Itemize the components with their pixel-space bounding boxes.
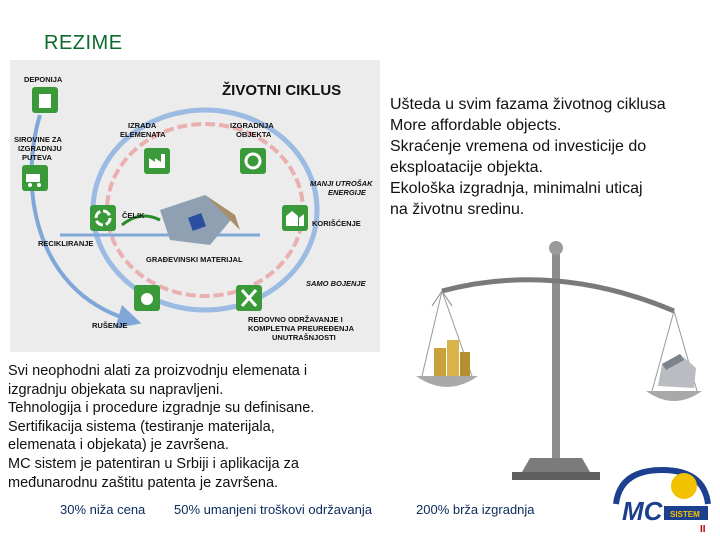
- label-rusenje: RUŠENJE: [92, 321, 128, 330]
- recycle-icon: [90, 205, 116, 231]
- status-line: Sertifikacija sistema (testiranje materijala,: [8, 418, 275, 435]
- label-samo-bojenje: SAMO BOJENJE: [306, 279, 366, 288]
- status-text: [8, 362, 388, 492]
- label-gradjevinski: GRAĐEVINSKI MATERIJAL: [146, 255, 243, 264]
- label-manji-utrosak: MANJI UTROŠAK ENERGIJE: [310, 179, 373, 197]
- benefits-text: [390, 94, 710, 220]
- label-koriscenje: KORIŠĆENJE: [312, 219, 361, 228]
- factory-icon: [144, 148, 170, 174]
- status-line: Tehnologija i procedure izgradnje su definisane.: [8, 400, 315, 417]
- life-cycle-diagram: [10, 60, 380, 352]
- label-celik: ČELIK: [122, 211, 145, 220]
- status-line: Svi neophodni alati za proizvodnju elemenata i: [8, 363, 308, 379]
- svg-text:SISTEM: SISTEM: [670, 510, 700, 519]
- house-model: [658, 354, 696, 388]
- coins-stack: [434, 340, 470, 376]
- benefit-line: Ekološka izgradnja, minimalni uticaj: [390, 180, 643, 197]
- svg-text:MC: MC: [622, 496, 663, 526]
- status-line: elemenata i objekata) je završena.: [8, 437, 229, 454]
- page-marker: II: [700, 524, 706, 535]
- label-odrzavanje: REDOVNO ODRŽAVANJE I KOMPLETNA PREUREĐENJA UNUTRAŠNJOSTI: [248, 315, 354, 342]
- benefit-line: More affordable objects.: [390, 117, 562, 134]
- cycle-heading: ŽIVOTNI CIKLUS: [222, 82, 342, 99]
- benefit-line: Skraćenje vremena od investicije do: [390, 138, 647, 155]
- tools-icon: [236, 285, 262, 311]
- gear-icon: [240, 148, 266, 174]
- label-sirovine: SIROVINE ZA IZGRADNJU PUTEVA: [14, 135, 62, 162]
- status-line: MC sistem je patentiran u Srbiji i aplikacija za: [8, 455, 299, 472]
- landfill-icon: [32, 87, 58, 113]
- label-recikliranje: RECIKLIRANJE: [38, 239, 94, 248]
- status-line: međunarodnu zaštitu patenta je završena.: [8, 474, 279, 491]
- houses-icon: [282, 205, 308, 231]
- slide-title: REZIME: [44, 32, 123, 54]
- mc-sistem-logo: [612, 464, 712, 526]
- label-deponija: DEPONIJA: [24, 75, 63, 84]
- benefit-line: Ušteda u svim fazama životnog ciklusa: [390, 96, 666, 113]
- status-line: izgradnju objekata su napravljeni.: [8, 381, 224, 398]
- benefit-line: eksploatacije objekta.: [390, 159, 543, 176]
- stat-speed: 200% brža izgradnja: [416, 502, 535, 517]
- truck-icon: [22, 165, 48, 191]
- label-izrada: IZRADA ELEMENATA: [120, 121, 166, 139]
- benefit-line: na životnu sredinu.: [390, 201, 525, 218]
- label-izgradnja: IZGRADNJA OBJEKTA: [230, 121, 274, 139]
- building-material-image: [122, 195, 240, 245]
- stat-maintenance: 50% umanjeni troškovi održavanja: [174, 502, 372, 517]
- demolition-icon: [134, 285, 160, 311]
- balance-scale-image: [412, 236, 702, 496]
- stat-price: 30% niža cena: [60, 502, 146, 517]
